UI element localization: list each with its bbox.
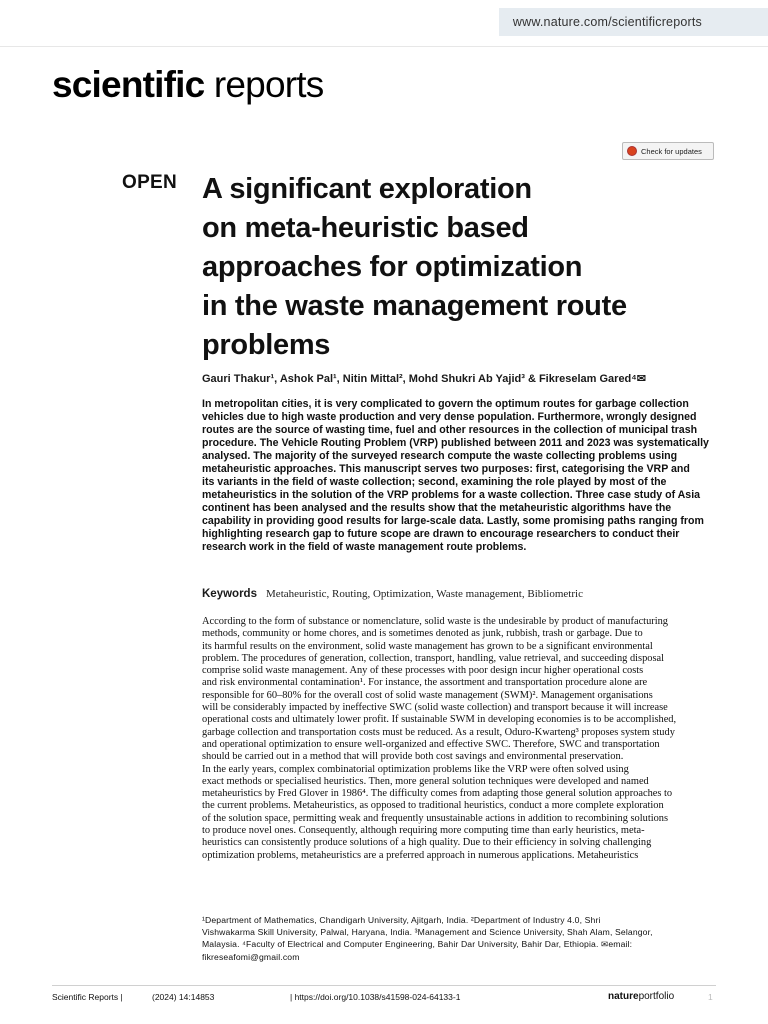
top-bar (0, 0, 768, 47)
brand-bold: nature (608, 991, 639, 1002)
journal-name-bold: scientific (52, 64, 205, 105)
body-line: of the solution space, permitting weak and frequently unsustainable actions in addition to recombining solutions (202, 812, 669, 824)
crossmark-icon (627, 146, 637, 156)
body-line: its harmful results on the environment, solid waste management has grown to be a significant environmental (202, 640, 653, 652)
abstract-line: procedure. The Vehicle Routing Problem (VRP) published between 2011 and 2023 was systematically (202, 437, 709, 449)
nature-portfolio-logo[interactable] (608, 991, 674, 1002)
body-line: heuristics can consistently produce solutions of a high quality. Due to their efficiency in solving challenging (202, 837, 652, 849)
author-list: Gauri Thakur¹, Ashok Pal¹, Nitin Mittal², Mohd Shukri Ab Yajid³ & Fikreselam Gared⁴✉ (202, 373, 646, 385)
footer-divider (52, 985, 716, 986)
abstract-line: metaheuristic approaches. This manuscript serves two purposes: first, categorising the VRP and (202, 463, 690, 475)
title-line: approaches for optimization (202, 251, 583, 283)
body-line: optimization problems, metaheuristics are a preferred approach in numerous applications. Metaheuristics (202, 849, 639, 861)
keywords-list: Metaheuristic, Routing, Optimization, Waste management, Bibliometric (266, 588, 583, 600)
abstract-line: its variants in the field of waste collection; second, examining the role played by most of the (202, 476, 667, 488)
abstract-line: metaheuristics in the solution of the VRP problems for a waste collection. Three case study of Asia (202, 489, 701, 501)
site-url-link[interactable]: www.nature.com/scientificreports (499, 8, 716, 36)
journal-logo[interactable] (52, 64, 323, 106)
footer-citation: (2024) 14:14853 (152, 992, 215, 1002)
body-line: the current problems. Metaheuristics, as opposed to traditional heuristics, conduct a more complete exploration (202, 800, 664, 812)
title-line: problems (202, 329, 331, 361)
body-line: According to the form of substance or nomenclature, solid waste is the undesirable by product of manufacturing (202, 616, 669, 627)
body-line: responsible for 60–80% for the overall cost of solid waste management (SWM)². Management organisations (202, 689, 653, 701)
body-line: and risk environmental contamination¹. For instance, the assortment and transportation procedure alone are (202, 677, 648, 689)
abstract-line: continent has been analysed and the results show that the metaheuristic algorithms have the (202, 502, 672, 514)
page-number: 1 (708, 992, 713, 1002)
url-tab-extension (716, 8, 768, 36)
body-line: garbage collection and transportation costs must be reduced. As a result, Oduro-Kwarteng³ proposes system study (202, 726, 675, 738)
abstract-line: routes are the source of wasting time, fuel and other resources in the collection of municipal trash (202, 424, 698, 436)
affiliation-line: ¹Department of Mathematics, Chandigarh University, Ajitgarh, India. ²Department of Industry 4.0, Shri (202, 915, 601, 925)
title-line: in the waste management route (202, 290, 627, 322)
body-line: should be carried out in a method that will provide both cost savings and environmental preservation. (202, 751, 624, 763)
check-for-updates-label: Check for updates (641, 147, 702, 156)
body-line: to produce novel ones. Consequently, although requiring more computing time than early heuristics, meta- (202, 825, 645, 837)
body-line: exact methods or specialised heuristics. Then, more general solution techniques were developed and named (202, 775, 649, 787)
body-line: methods, community or home chores, and is sometimes denoted as junk, rubbish, trash or garbage. Due to (202, 628, 643, 640)
journal-name-regular: reports (204, 64, 324, 105)
article-title (202, 170, 682, 365)
abstract-line: highlighting research gap to future scope are drawn to encourage researchers to conduct their (202, 528, 680, 540)
abstract-line: vehicles due to high waste production and very dense population. Furthermore, wrongly designed (202, 411, 697, 423)
keywords (202, 588, 722, 600)
open-access-label: OPEN (122, 172, 178, 193)
keywords-label: Keywords (202, 588, 257, 600)
brand-regular: portfolio (638, 991, 675, 1002)
body-line: will be considerably impacted by ineffective SWC (solid waste collection) and transport because it will increase (202, 702, 668, 714)
abstract-line: In metropolitan cities, it is very complicated to govern the optimum routes for garbage collection (202, 398, 689, 410)
title-line: on meta-heuristic based (202, 212, 529, 244)
affiliation-line: Vishwakarma Skill University, Palwal, Haryana, India. ³Management and Science University, Shah Alam, Selangor, (202, 927, 653, 938)
abstract-line: analysed. The majority of the surveyed research compute the waste collecting problems using (202, 450, 678, 462)
footer-doi-link[interactable]: | https://doi.org/10.1038/s41598-024-64133-1 (290, 992, 461, 1002)
title-line: A significant exploration (202, 173, 532, 205)
page-footer (52, 992, 716, 1006)
check-for-updates-button[interactable] (622, 142, 714, 160)
affiliation-line: Malaysia. ⁴Faculty of Electrical and Computer Engineering, Bahir Dar University, Bahir Dar, Ethiopia. ✉email: (202, 939, 633, 950)
body-line: metaheuristics by Fred Glover in 1986⁴. The difficulty comes from adapting those general solution approaches to (202, 788, 673, 800)
body-line: problem. The procedures of generation, collection, transport, handling, value retrieval, and succeeding disposal (202, 652, 665, 664)
body-line: operational costs and ultimately lower profit. If sustainable SWM in developing economies is to be accomplished, (202, 714, 677, 726)
abstract (202, 398, 709, 554)
body-line: In the early years, complex combinatorial optimization problems like the VRP were often solved using (202, 763, 629, 775)
affiliations (202, 914, 714, 963)
abstract-line: capability in providing good results for large-scale data. Lastly, some promising paths ranging from (202, 515, 704, 527)
article-body (202, 616, 714, 862)
affiliation-email[interactable]: fikreseafomi@gmail.com (202, 951, 300, 962)
footer-journal: Scientific Reports | (52, 992, 123, 1002)
body-line: and operational optimization to ensure well-organized and effective SWC. Therefore, SWC and transportation (202, 738, 660, 750)
body-line: comprise solid waste management. Any of these processes with poor design incur higher operational costs (202, 665, 644, 677)
abstract-line: research work in the field of waste management route problems. (202, 541, 527, 553)
